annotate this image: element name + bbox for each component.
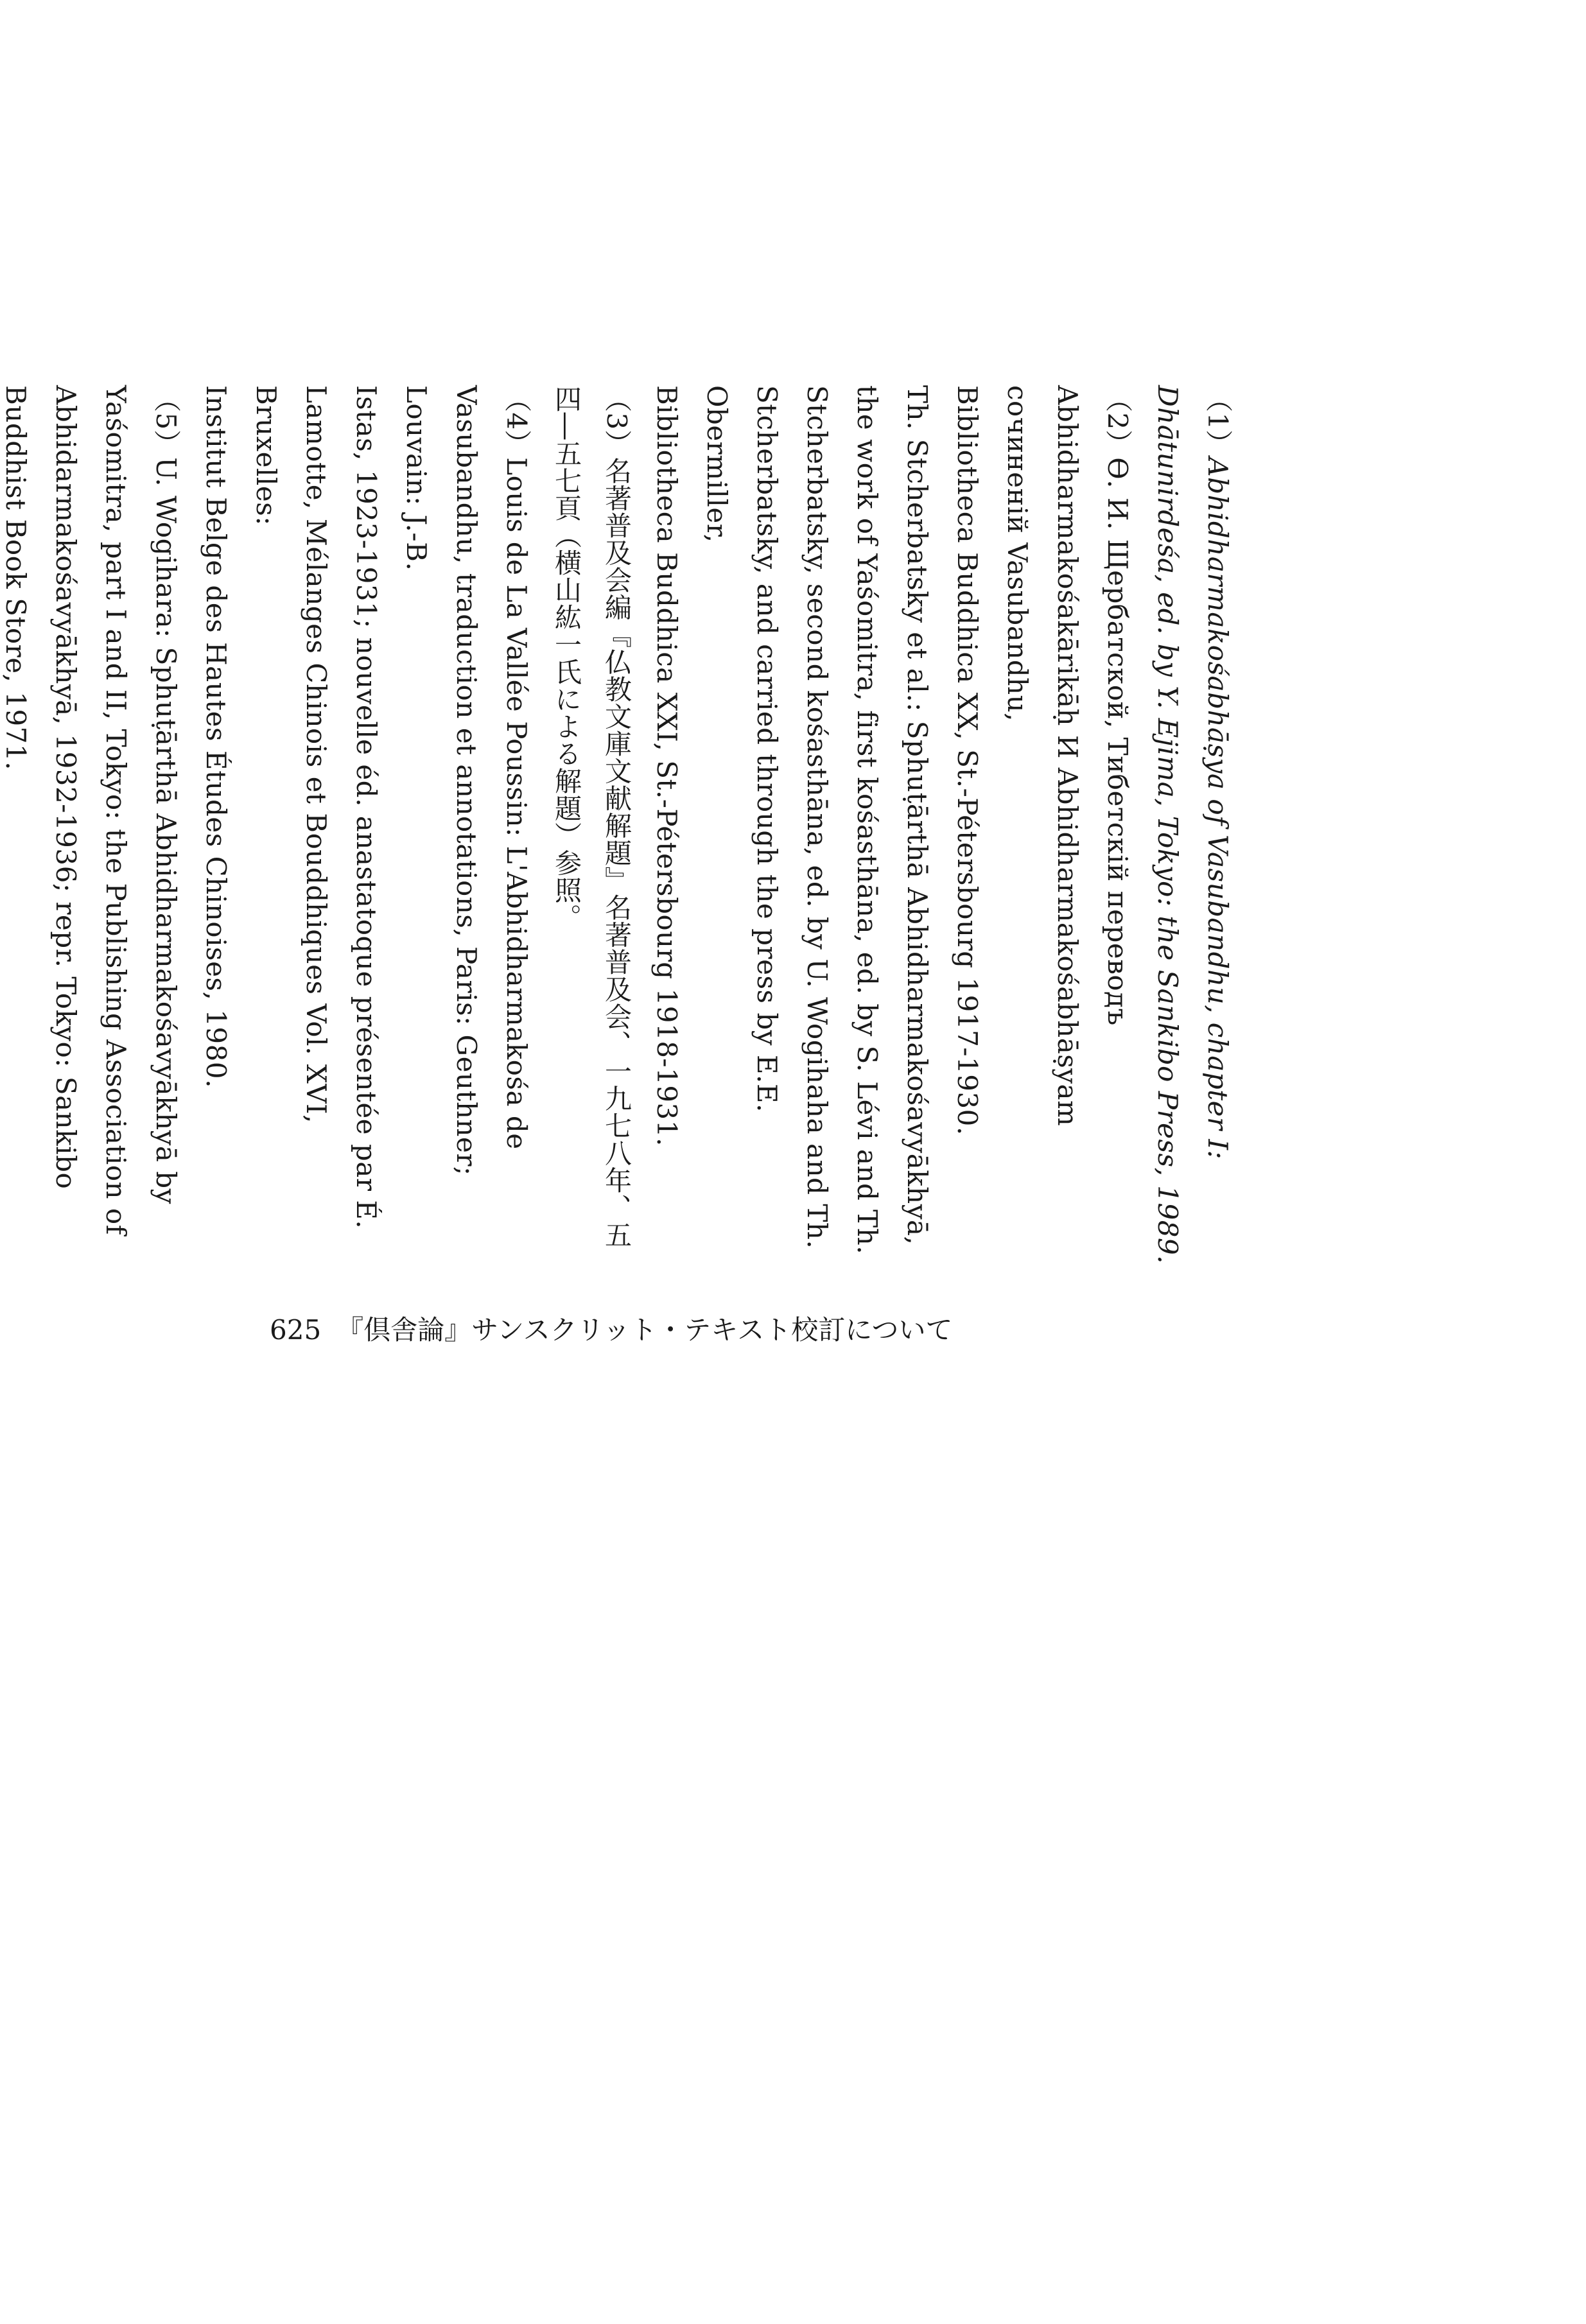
note-line: Bibliotheca Buddhica XX, St.-Pétersbourg 1917-1930. [952,385,983,1136]
note-5 [0,385,191,1271]
page-footer [270,1311,1104,1356]
note-number: （2） [1102,385,1133,458]
note-line: Bibliotheca Buddhica XXI, St.-Pétersbourg 1918-1931. [651,385,683,1147]
page-number: 625 [270,1314,322,1346]
note-line: Institut Belge des Hautes Études Chinoises, 1980. [200,385,232,1088]
note-line: 名著普及会編『仏教文庫文献解題』名著普及会、一九七八年、五四―五七頁（横山紘一氏による解題）参照。 [551,385,632,1249]
note-2 [641,385,1142,1271]
note-line: Abhidharmakośabhāṣya of Vasubandhu, chapter I: Dhātunirdeśa, ed. by Y. Ejima, Tokyo: the Sankibo Press, 1989. [1152,385,1233,1265]
endnotes [0,385,1242,1271]
note-line: Louis de La Vallée Poussin: L'Abhidharmakośa de Vasubandhu, traduction et annotations, Paris: Geuthner; Louvain: J.-B. [401,385,532,1176]
note-line: Abhidarmakośavyākhyā, 1932-1936; repr. Tokyo: Sankibo Buddhist Book Store, 1971. [0,385,82,1190]
note-line: Th. Stcherbatsky et al.: Sphuṭārthā Abhidharmakośavyākhyā, the work of Yaśomitra, first kośasthāna, ed. by S. Lévi and Th. [851,385,933,1255]
note-1 [1142,385,1242,1271]
note-number: （3） [601,385,632,458]
note-line: Stcherbatsky, second kośasthāna, ed. by U. Wogihaha and Th. Stcherbatsky, and carried through the press by E.E. Obermiller, [701,385,833,1249]
note-4 [191,385,541,1271]
note-line: Istas, 1923-1931; nouvelle éd. anastatoque présentée par É. Lamotte, Mélanges Chinois et Bouddhiques Vol. XVI, Bruxelles: [250,385,382,1229]
note-line: U. Wogihara: Sphuṭārthā Abhidharmakośavyākhyā by Yaśomitra, part I and II, Tokyo: the Publishing Association of [100,385,182,1235]
note-number: （5） [150,385,182,458]
note-number: （4） [501,385,532,458]
note-3 [541,385,641,1271]
running-title: 『倶舎論』サンスクリット・テキスト校訂について [336,1314,953,1346]
note-number: （1） [1202,385,1233,458]
note-line: Ѳ. И. Щербатской, Тибетскій переводъ Abhidharmakośakārikāḥ И Abhidharmakośabhāṣyam сочиненій Vasubandhu, [1002,385,1133,1127]
